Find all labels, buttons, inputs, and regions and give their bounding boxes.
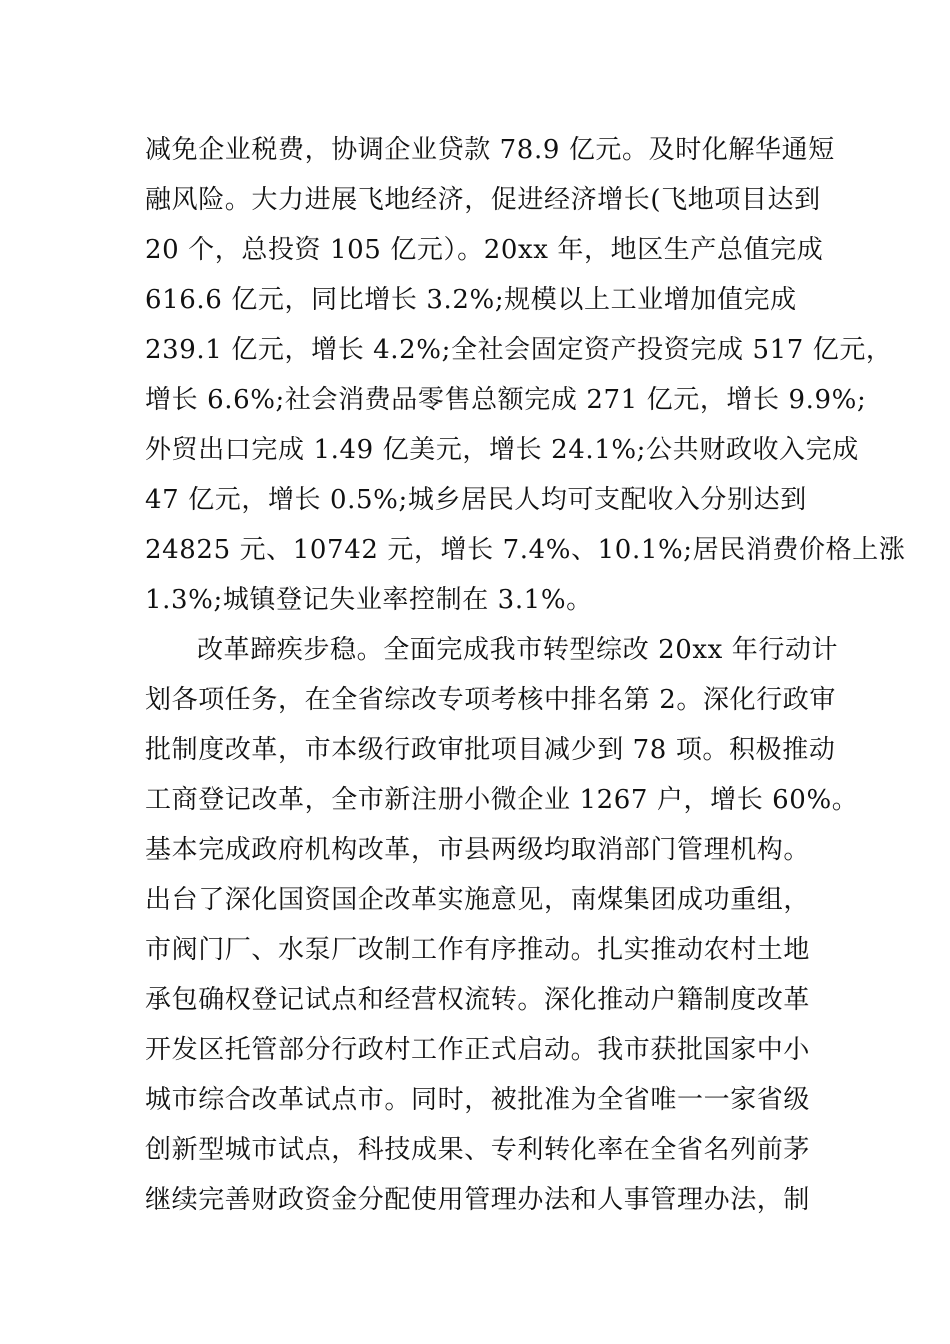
text-line: 增长 6.6%;社会消费品零售总额完成 271 亿元，增长 9.9%; bbox=[145, 385, 867, 415]
text-line: 开发区托管部分行政村工作正式启动。我市获批国家中小 bbox=[145, 1035, 811, 1065]
text-line: 616.6 亿元，同比增长 3.2%;规模以上工业增加值完成 bbox=[145, 285, 797, 315]
text-line: 继续完善财政资金分配使用管理办法和人事管理办法，制 bbox=[145, 1185, 811, 1215]
text-line: 工商登记改革，全市新注册小微企业 1267 户，增长 60%。 bbox=[145, 785, 859, 815]
text-line: 城市综合改革试点市。同时，被批准为全省唯一一家省级 bbox=[145, 1085, 811, 1115]
text-line: 市阀门厂、水泵厂改制工作有序推动。扎实推动农村土地 bbox=[145, 935, 811, 965]
text-line: 基本完成政府机构改革，市县两级均取消部门管理机构。 bbox=[145, 835, 811, 865]
text-line: 创新型城市试点，科技成果、专利转化率在全省名列前茅 bbox=[145, 1135, 811, 1165]
paragraph-first-line: 改革蹄疾步稳。全面完成我市转型综改 20xx 年行动计 bbox=[197, 635, 839, 665]
text-line: 减免企业税费，协调企业贷款 78.9 亿元。及时化解华通短 bbox=[145, 135, 835, 165]
text-line: 划各项任务，在全省综改专项考核中排名第 2。深化行政审 bbox=[145, 685, 837, 715]
text-line: 批制度改革，市本级行政审批项目减少到 78 项。积极推动 bbox=[145, 735, 836, 765]
text-line: 出台了深化国资国企改革实施意见，南煤集团成功重组， bbox=[145, 885, 811, 915]
text-line: 47 亿元，增长 0.5%;城乡居民人均可支配收入分别达到 bbox=[145, 485, 807, 515]
text-line: 外贸出口完成 1.49 亿美元，增长 24.1%;公共财政收入完成 bbox=[145, 435, 859, 465]
text-line: 24825 元、10742 元，增长 7.4%、10.1%;居民消费价格上涨 bbox=[145, 535, 906, 565]
text-line: 20 个，总投资 105 亿元）。20xx 年，地区生产总值完成 bbox=[145, 235, 824, 265]
text-line: 239.1 亿元，增长 4.2%;全社会固定资产投资完成 517 亿元， bbox=[145, 335, 893, 365]
text-line: 承包确权登记试点和经营权流转。深化推动户籍制度改革 bbox=[145, 985, 811, 1015]
text-line: 融风险。大力进展飞地经济，促进经济增长(飞地项目达到 bbox=[145, 185, 821, 215]
text-line: 1.3%;城镇登记失业率控制在 3.1%。 bbox=[145, 585, 593, 615]
